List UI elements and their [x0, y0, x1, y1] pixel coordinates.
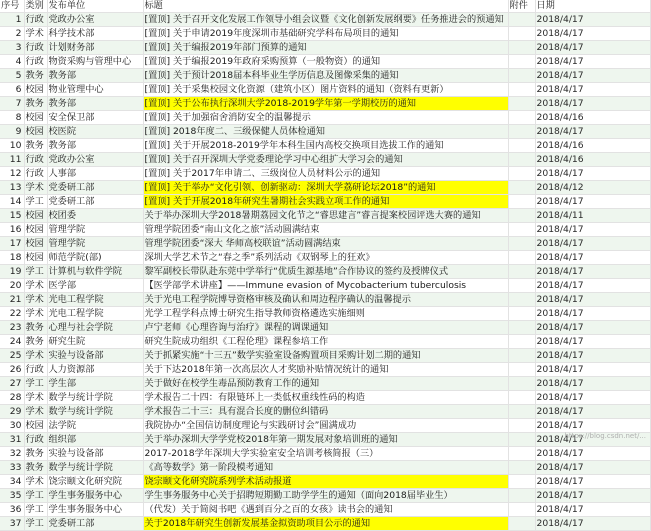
cell-unit[interactable]: 科学技术部 — [47, 27, 143, 41]
cell-attachment[interactable] — [508, 181, 535, 195]
cell-category[interactable]: 行政 — [24, 153, 47, 167]
cell-index[interactable]: 19 — [0, 265, 24, 279]
cell-attachment[interactable] — [508, 209, 535, 223]
table-row[interactable] — [0, 447, 650, 461]
cell-date[interactable]: 2018/4/17 — [535, 461, 650, 475]
cell-title[interactable]: 深圳大学艺术节之“春之季”系列活动《双钢琴上的狂欢》 — [143, 251, 508, 265]
cell-date[interactable]: 2018/4/17 — [535, 391, 650, 405]
table-row[interactable] — [0, 433, 650, 447]
cell-unit[interactable]: 计算机与软件学院 — [47, 265, 143, 279]
cell-unit[interactable]: 人力资源部 — [47, 363, 143, 377]
cell-index[interactable]: 36 — [0, 503, 24, 517]
cell-attachment[interactable] — [508, 335, 535, 349]
table-row[interactable] — [0, 517, 650, 531]
cell-index[interactable]: 8 — [0, 111, 24, 125]
cell-title[interactable]: 关于2018年研究生创新发展基金拟资助项目公示的通知 — [143, 517, 508, 531]
cell-category[interactable]: 学术 — [24, 391, 47, 405]
col-header-attachment[interactable]: 附件 — [508, 0, 535, 13]
cell-title[interactable]: 学术报告二十三：具有混合长度的删位纠错码 — [143, 405, 508, 419]
cell-date[interactable]: 2018/4/17 — [535, 279, 650, 293]
cell-category[interactable]: 教务 — [24, 69, 47, 83]
cell-attachment[interactable] — [508, 153, 535, 167]
cell-index[interactable]: 1 — [0, 13, 24, 27]
table-row[interactable] — [0, 237, 650, 251]
cell-title[interactable]: 关于抓紧实施“十三五”数学实验室设备购置项目采购计划二期的通知 — [143, 349, 508, 363]
cell-attachment[interactable] — [508, 55, 535, 69]
cell-title[interactable]: （代发）关于简阅书吧《遇到百分之百的女孩》读书会的通知 — [143, 503, 508, 517]
cell-attachment[interactable] — [508, 391, 535, 405]
cell-category[interactable]: 学术 — [24, 405, 47, 419]
cell-unit[interactable]: 管理学院 — [47, 223, 143, 237]
cell-date[interactable]: 2018/4/17 — [535, 195, 650, 209]
table-row[interactable] — [0, 55, 650, 69]
cell-attachment[interactable] — [508, 447, 535, 461]
cell-attachment[interactable] — [508, 419, 535, 433]
cell-title[interactable]: [置顶] 关于编报2019年政府采购预算（一般物资）的通知 — [143, 55, 508, 69]
cell-category[interactable]: 学术 — [24, 349, 47, 363]
cell-attachment[interactable] — [508, 223, 535, 237]
cell-title[interactable]: 卢宁老师《心理咨询与治疗》课程的调课通知 — [143, 321, 508, 335]
cell-category[interactable]: 学术 — [24, 293, 47, 307]
cell-category[interactable]: 学工 — [24, 489, 47, 503]
table-row[interactable] — [0, 461, 650, 475]
cell-title[interactable]: 学术报告二十四：有限链环上一类低权重线性码的构造 — [143, 391, 508, 405]
table-row[interactable] — [0, 377, 650, 391]
cell-index[interactable]: 11 — [0, 153, 24, 167]
cell-date[interactable]: 2018/4/17 — [535, 27, 650, 41]
cell-attachment[interactable] — [508, 83, 535, 97]
table-row[interactable] — [0, 209, 650, 223]
cell-date[interactable]: 2018/4/17 — [535, 349, 650, 363]
cell-unit[interactable]: 实验与设备部 — [47, 447, 143, 461]
col-header-title[interactable]: 标题 — [143, 0, 508, 13]
cell-index[interactable]: 2 — [0, 27, 24, 41]
cell-index[interactable]: 4 — [0, 55, 24, 69]
cell-category[interactable]: 教务 — [24, 97, 47, 111]
cell-index[interactable]: 24 — [0, 335, 24, 349]
cell-title[interactable]: 【医学部学术讲座】——Immune evasion of Mycobacterium tuberculosis — [143, 279, 508, 293]
cell-title[interactable]: [置顶] 关于编报2019年部门预算的通知 — [143, 41, 508, 55]
watermark-text: https://blog.csdn.net/... — [564, 432, 646, 440]
cell-category[interactable]: 学工 — [24, 503, 47, 517]
cell-date[interactable]: 2018/4/16 — [535, 153, 650, 167]
cell-category[interactable]: 学工 — [24, 377, 47, 391]
table-row[interactable] — [0, 335, 650, 349]
cell-date[interactable]: 2018/4/16 — [535, 111, 650, 125]
table-row[interactable] — [0, 181, 650, 195]
table-row[interactable] — [0, 125, 650, 139]
cell-unit[interactable]: 教务部 — [47, 97, 143, 111]
cell-unit[interactable]: 学生事务服务中心 — [47, 503, 143, 517]
cell-date[interactable]: 2018/4/17 — [535, 517, 650, 531]
cell-date[interactable]: 2018/4/17 — [535, 97, 650, 111]
cell-index[interactable]: 18 — [0, 251, 24, 265]
cell-title[interactable]: [置顶] 关于召开文化发展工作领导小组会议暨《文化创新发展纲要》任务推进会的预通知 — [143, 13, 508, 27]
cell-title[interactable]: 学生事务服务中心关于招聘短期勤工助学学生的通知（面向2018届毕业生） — [143, 489, 508, 503]
cell-category[interactable]: 校园 — [24, 111, 47, 125]
cell-unit[interactable]: 计划财务部 — [47, 41, 143, 55]
table-row[interactable] — [0, 167, 650, 181]
cell-title[interactable]: 《高等数学》第一阶段模考通知 — [143, 461, 508, 475]
cell-attachment[interactable] — [508, 27, 535, 41]
cell-title[interactable]: 关于做好在校学生毒品预防教育工作的通知 — [143, 377, 508, 391]
cell-date[interactable]: 2018/4/17 — [535, 307, 650, 321]
cell-category[interactable]: 校园 — [24, 83, 47, 97]
cell-category[interactable]: 校园 — [24, 251, 47, 265]
cell-date[interactable]: 2018/4/17 — [535, 13, 650, 27]
cell-index[interactable]: 10 — [0, 139, 24, 153]
table-row[interactable] — [0, 13, 650, 27]
table-row[interactable] — [0, 195, 650, 209]
cell-title[interactable]: [置顶] 关于召开深圳大学党委理论学习中心组扩大学习会的通知 — [143, 153, 508, 167]
table-row[interactable] — [0, 251, 650, 265]
cell-attachment[interactable] — [508, 195, 535, 209]
cell-attachment[interactable] — [508, 433, 535, 447]
cell-date[interactable]: 2018/4/17 — [535, 405, 650, 419]
cell-attachment[interactable] — [508, 517, 535, 531]
table-row[interactable] — [0, 111, 650, 125]
cell-title[interactable]: [置顶] 关于公布执行深圳大学2018-2019学年第一学期校历的通知 — [143, 97, 508, 111]
cell-attachment[interactable] — [508, 307, 535, 321]
cell-category[interactable]: 行政 — [24, 55, 47, 69]
table-row[interactable] — [0, 293, 650, 307]
table-row[interactable] — [0, 489, 650, 503]
cell-date[interactable]: 2018/4/17 — [535, 447, 650, 461]
table-row[interactable] — [0, 83, 650, 97]
table-row[interactable] — [0, 223, 650, 237]
cell-category[interactable]: 校园 — [24, 419, 47, 433]
cell-unit[interactable]: 光电工程学院 — [47, 293, 143, 307]
cell-title[interactable]: 光学工程学科点博士研究生指导教师资格遴选实施细则 — [143, 307, 508, 321]
table-row[interactable] — [0, 69, 650, 83]
cell-unit[interactable]: 党委研工部 — [47, 517, 143, 531]
cell-index[interactable]: 34 — [0, 475, 24, 489]
cell-category[interactable]: 校园 — [24, 209, 47, 223]
cell-unit[interactable]: 组织部 — [47, 433, 143, 447]
cell-title[interactable]: 关于下达2018年第一次高层次人才奖励补贴情况统计的通知 — [143, 363, 508, 377]
cell-unit[interactable]: 研究生院 — [47, 335, 143, 349]
cell-index[interactable]: 31 — [0, 433, 24, 447]
cell-attachment[interactable] — [508, 139, 535, 153]
col-header-index[interactable]: 序号 — [0, 0, 24, 13]
cell-date[interactable]: 2018/4/17 — [535, 321, 650, 335]
cell-category[interactable]: 教务 — [24, 321, 47, 335]
cell-unit[interactable]: 心理与社会学院 — [47, 321, 143, 335]
cell-unit[interactable]: 数学与统计学院 — [47, 405, 143, 419]
cell-date[interactable]: 2018/4/12 — [535, 181, 650, 195]
cell-index[interactable]: 28 — [0, 391, 24, 405]
cell-index[interactable]: 9 — [0, 125, 24, 139]
cell-category[interactable]: 校园 — [24, 237, 47, 251]
cell-title[interactable]: 我院协办“全国信访制度理论与实践研讨会”圆满成功 — [143, 419, 508, 433]
cell-title[interactable]: 黎军副校长带队赴东莞中学举行“优质生源基地”合作协议的签约及授牌仪式 — [143, 265, 508, 279]
cell-date[interactable]: 2018/4/17 — [535, 419, 650, 433]
cell-unit[interactable]: 光电工程学院 — [47, 307, 143, 321]
cell-date[interactable]: 2018/4/17 — [535, 167, 650, 181]
cell-unit[interactable]: 物业管理中心 — [47, 83, 143, 97]
cell-unit[interactable]: 校医院 — [47, 125, 143, 139]
cell-index[interactable]: 21 — [0, 293, 24, 307]
cell-category[interactable]: 行政 — [24, 41, 47, 55]
cell-unit[interactable]: 法学院 — [47, 419, 143, 433]
cell-attachment[interactable] — [508, 167, 535, 181]
cell-title[interactable]: [置顶] 关于开展2018-2019学年本科生国内高校交换项目选拔工作的通知 — [143, 139, 508, 153]
table-row[interactable] — [0, 363, 650, 377]
cell-date[interactable]: 2018/4/17 — [535, 335, 650, 349]
cell-category[interactable]: 行政 — [24, 13, 47, 27]
cell-unit[interactable]: 数学与统计学院 — [47, 461, 143, 475]
cell-index[interactable]: 37 — [0, 517, 24, 531]
cell-attachment[interactable] — [508, 321, 535, 335]
table-row[interactable] — [0, 391, 650, 405]
cell-index[interactable]: 30 — [0, 419, 24, 433]
cell-index[interactable]: 3 — [0, 41, 24, 55]
cell-category[interactable]: 学术 — [24, 27, 47, 41]
cell-attachment[interactable] — [508, 125, 535, 139]
cell-title[interactable]: 研究生院成功组织《工程伦理》课程参培工作 — [143, 335, 508, 349]
cell-unit[interactable]: 学生事务服务中心 — [47, 489, 143, 503]
table-row[interactable] — [0, 405, 650, 419]
cell-date[interactable]: 2018/4/17 — [535, 41, 650, 55]
cell-unit[interactable]: 党委研工部 — [47, 181, 143, 195]
cell-date[interactable]: 2018/4/17 — [535, 433, 650, 447]
cell-attachment[interactable] — [508, 503, 535, 517]
cell-attachment[interactable] — [508, 293, 535, 307]
cell-index[interactable]: 20 — [0, 279, 24, 293]
table-row[interactable] — [0, 27, 650, 41]
cell-date[interactable]: 2018/4/17 — [535, 363, 650, 377]
cell-unit[interactable]: 饶宗颐文化研究院 — [47, 475, 143, 489]
cell-attachment[interactable] — [508, 363, 535, 377]
table-row[interactable] — [0, 265, 650, 279]
cell-date[interactable]: 2018/4/17 — [535, 125, 650, 139]
cell-attachment[interactable] — [508, 265, 535, 279]
cell-date[interactable]: 2018/4/17 — [535, 251, 650, 265]
cell-date[interactable]: 2018/4/17 — [535, 69, 650, 83]
cell-unit[interactable]: 数学与统计学院 — [47, 391, 143, 405]
cell-unit[interactable]: 师范学院(部) — [47, 251, 143, 265]
cell-title[interactable]: 管理学院团委“深大 华师高校联谊”活动圆满结束 — [143, 237, 508, 251]
cell-date[interactable]: 2018/4/16 — [535, 139, 650, 153]
cell-date[interactable]: 2018/4/17 — [535, 503, 650, 517]
cell-category[interactable]: 学术 — [24, 475, 47, 489]
cell-title[interactable]: 关于举办深圳大学2018暑期荔园文化节之“睿思建言”睿言提案校园评选大赛的通知 — [143, 209, 508, 223]
cell-index[interactable]: 16 — [0, 223, 24, 237]
cell-index[interactable]: 35 — [0, 489, 24, 503]
table-row[interactable] — [0, 419, 650, 433]
cell-title[interactable]: [置顶] 关于申请2019年度深圳市基础研究学科布局项目的通知 — [143, 27, 508, 41]
cell-attachment[interactable] — [508, 251, 535, 265]
cell-attachment[interactable] — [508, 13, 535, 27]
cell-unit[interactable]: 人事部 — [47, 167, 143, 181]
cell-attachment[interactable] — [508, 475, 535, 489]
col-header-unit[interactable]: 发布单位 — [47, 0, 143, 13]
cell-attachment[interactable] — [508, 349, 535, 363]
cell-title[interactable]: [置顶] 关于举办“文化引领、创新驱动：深圳大学荔研论坛2018”的通知 — [143, 181, 508, 195]
table-row[interactable] — [0, 307, 650, 321]
cell-title[interactable]: [置顶] 关于加强宿舍消防安全的温馨提示 — [143, 111, 508, 125]
cell-category[interactable]: 校园 — [24, 223, 47, 237]
cell-category[interactable]: 学术 — [24, 279, 47, 293]
cell-date[interactable]: 2018/4/17 — [535, 489, 650, 503]
cell-title[interactable]: 关于光电工程学院博导资格审核及确认和周边程序确认的温馨提示 — [143, 293, 508, 307]
cell-title[interactable]: [置顶] 2018年度二、三级保健人员体检通知 — [143, 125, 508, 139]
table-row[interactable] — [0, 97, 650, 111]
cell-unit[interactable]: 物资采购与管理中心 — [47, 55, 143, 69]
cell-unit[interactable]: 安全保卫部 — [47, 111, 143, 125]
cell-unit[interactable]: 党政办公室 — [47, 13, 143, 27]
table-row[interactable] — [0, 41, 650, 55]
cell-title[interactable]: [置顶] 关于开展2018年研究生暑期社会实践立项工作的通知 — [143, 195, 508, 209]
table-row[interactable] — [0, 503, 650, 517]
cell-title[interactable]: 关于举办深圳大学学党校2018年第一期发展对象培训班的通知 — [143, 433, 508, 447]
cell-attachment[interactable] — [508, 461, 535, 475]
cell-index[interactable]: 25 — [0, 349, 24, 363]
cell-index[interactable]: 7 — [0, 97, 24, 111]
cell-index[interactable]: 12 — [0, 167, 24, 181]
cell-category[interactable]: 行政 — [24, 433, 47, 447]
cell-unit[interactable]: 管理学院 — [47, 237, 143, 251]
cell-attachment[interactable] — [508, 377, 535, 391]
cell-category[interactable]: 教务 — [24, 335, 47, 349]
cell-date[interactable]: 2018/4/17 — [535, 83, 650, 97]
cell-unit[interactable]: 党政办公室 — [47, 153, 143, 167]
cell-index[interactable]: 13 — [0, 181, 24, 195]
cell-index[interactable]: 6 — [0, 83, 24, 97]
cell-index[interactable]: 26 — [0, 363, 24, 377]
col-header-date[interactable]: 日期 — [535, 0, 650, 13]
cell-category[interactable]: 学术 — [24, 181, 47, 195]
cell-date[interactable]: 2018/4/17 — [535, 55, 650, 69]
cell-attachment[interactable] — [508, 237, 535, 251]
cell-date[interactable]: 2018/4/17 — [535, 265, 650, 279]
cell-date[interactable]: 2018/4/17 — [535, 475, 650, 489]
cell-category[interactable]: 学工 — [24, 517, 47, 531]
cell-index[interactable]: 29 — [0, 405, 24, 419]
cell-attachment[interactable] — [508, 41, 535, 55]
cell-unit[interactable]: 党委研工部 — [47, 195, 143, 209]
cell-date[interactable]: 2018/4/11 — [535, 209, 650, 223]
cell-category[interactable]: 学工 — [24, 195, 47, 209]
cell-title[interactable]: 管理学院团委“南山文化之旅”活动圆满结束 — [143, 223, 508, 237]
cell-date[interactable]: 2018/4/17 — [535, 223, 650, 237]
cell-attachment[interactable] — [508, 69, 535, 83]
cell-attachment[interactable] — [508, 405, 535, 419]
cell-category[interactable]: 教务 — [24, 461, 47, 475]
cell-category[interactable]: 学术 — [24, 307, 47, 321]
table-row[interactable] — [0, 139, 650, 153]
table-row[interactable] — [0, 349, 650, 363]
table-row[interactable] — [0, 321, 650, 335]
cell-index[interactable]: 27 — [0, 377, 24, 391]
cell-index[interactable]: 17 — [0, 237, 24, 251]
cell-category[interactable]: 校园 — [24, 125, 47, 139]
cell-unit[interactable]: 校团委 — [47, 209, 143, 223]
header-row — [0, 0, 650, 13]
cell-index[interactable]: 33 — [0, 461, 24, 475]
cell-unit[interactable]: 教务部 — [47, 69, 143, 83]
cell-index[interactable]: 15 — [0, 209, 24, 223]
cell-attachment[interactable] — [508, 97, 535, 111]
cell-unit[interactable]: 医学部 — [47, 279, 143, 293]
cell-category[interactable]: 行政 — [24, 363, 47, 377]
table-row[interactable] — [0, 153, 650, 167]
cell-category[interactable]: 教务 — [24, 139, 47, 153]
cell-category[interactable]: 教务 — [24, 447, 47, 461]
cell-date[interactable]: 2018/4/17 — [535, 293, 650, 307]
cell-unit[interactable]: 教务部 — [47, 139, 143, 153]
cell-title[interactable]: [置顶] 关于采集校园文化资源（建筑小区）图片资料的通知（资料有更新） — [143, 83, 508, 97]
table-row[interactable] — [0, 279, 650, 293]
cell-title[interactable]: [置顶] 关于2017年申请二、三级岗位人员材料公示的通知 — [143, 167, 508, 181]
cell-index[interactable]: 23 — [0, 321, 24, 335]
cell-title[interactable]: 饶宗颐文化研究院系列学术活动报道 — [143, 475, 508, 489]
cell-title[interactable]: 2017-2018学年深圳大学实验室安全培训考核简报（三） — [143, 447, 508, 461]
cell-attachment[interactable] — [508, 111, 535, 125]
cell-category[interactable]: 行政 — [24, 167, 47, 181]
cell-date[interactable]: 2018/4/17 — [535, 237, 650, 251]
cell-unit[interactable]: 实验与设备部 — [47, 349, 143, 363]
cell-index[interactable]: 5 — [0, 69, 24, 83]
cell-attachment[interactable] — [508, 279, 535, 293]
cell-attachment[interactable] — [508, 489, 535, 503]
cell-unit[interactable]: 学生部 — [47, 377, 143, 391]
cell-index[interactable]: 32 — [0, 447, 24, 461]
cell-date[interactable]: 2018/4/17 — [535, 377, 650, 391]
cell-index[interactable]: 22 — [0, 307, 24, 321]
col-header-category[interactable]: 类别 — [24, 0, 47, 13]
cell-title[interactable]: [置顶] 关于预计2018届本科毕业生学历信息及图像采集的通知 — [143, 69, 508, 83]
cell-category[interactable]: 学工 — [24, 265, 47, 279]
cell-index[interactable]: 14 — [0, 195, 24, 209]
table-row[interactable] — [0, 475, 650, 489]
